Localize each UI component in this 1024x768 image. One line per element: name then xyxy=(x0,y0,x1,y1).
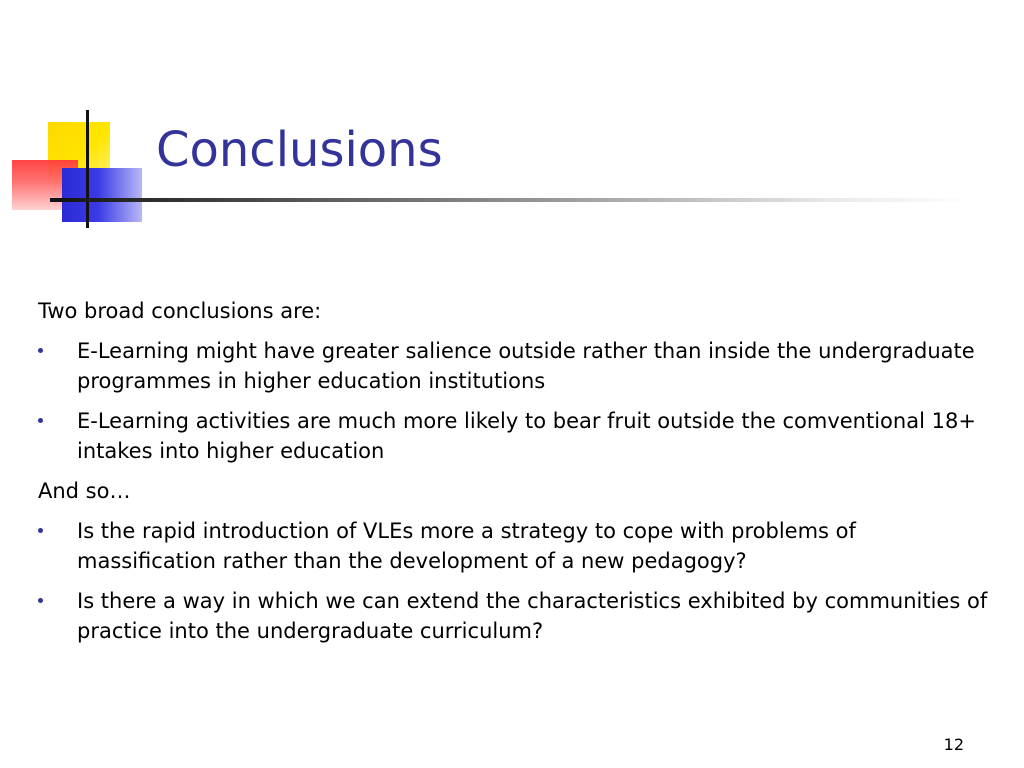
decorative-logo xyxy=(0,0,160,240)
bullet-text: E-Learning activities are much more likely to bear fruit outside the comventional 18+ intakes into higher education xyxy=(77,409,976,463)
bullet-text: Is there a way in which we can extend the characteristics exhibited by communities of practice into the undergraduate curriculum? xyxy=(77,589,988,643)
page-number: 12 xyxy=(943,735,964,754)
blue-square-decoration xyxy=(62,168,142,222)
list-item xyxy=(38,516,988,576)
title-underline xyxy=(50,198,970,202)
slide-title: Conclusions xyxy=(156,122,443,178)
list-item xyxy=(38,336,988,396)
slide-body xyxy=(38,296,988,656)
bullet-icon xyxy=(38,348,43,353)
bullet-text: E-Learning might have greater salience outside rather than inside the undergraduate programmes in higher education institutions xyxy=(77,339,975,393)
bullet-icon xyxy=(38,418,43,423)
list-item xyxy=(38,406,988,466)
list-item xyxy=(38,586,988,646)
conclusions-list xyxy=(38,336,988,466)
bullet-icon xyxy=(38,598,43,603)
bullet-icon xyxy=(38,528,43,533)
bullet-text: Is the rapid introduction of VLEs more a strategy to cope with problems of massification rather than the development of a new pedagogy? xyxy=(77,519,856,573)
transition-text: And so… xyxy=(38,479,131,503)
questions-list xyxy=(38,516,988,646)
vertical-line-decoration xyxy=(86,110,89,228)
intro-text: Two broad conclusions are: xyxy=(38,299,322,323)
